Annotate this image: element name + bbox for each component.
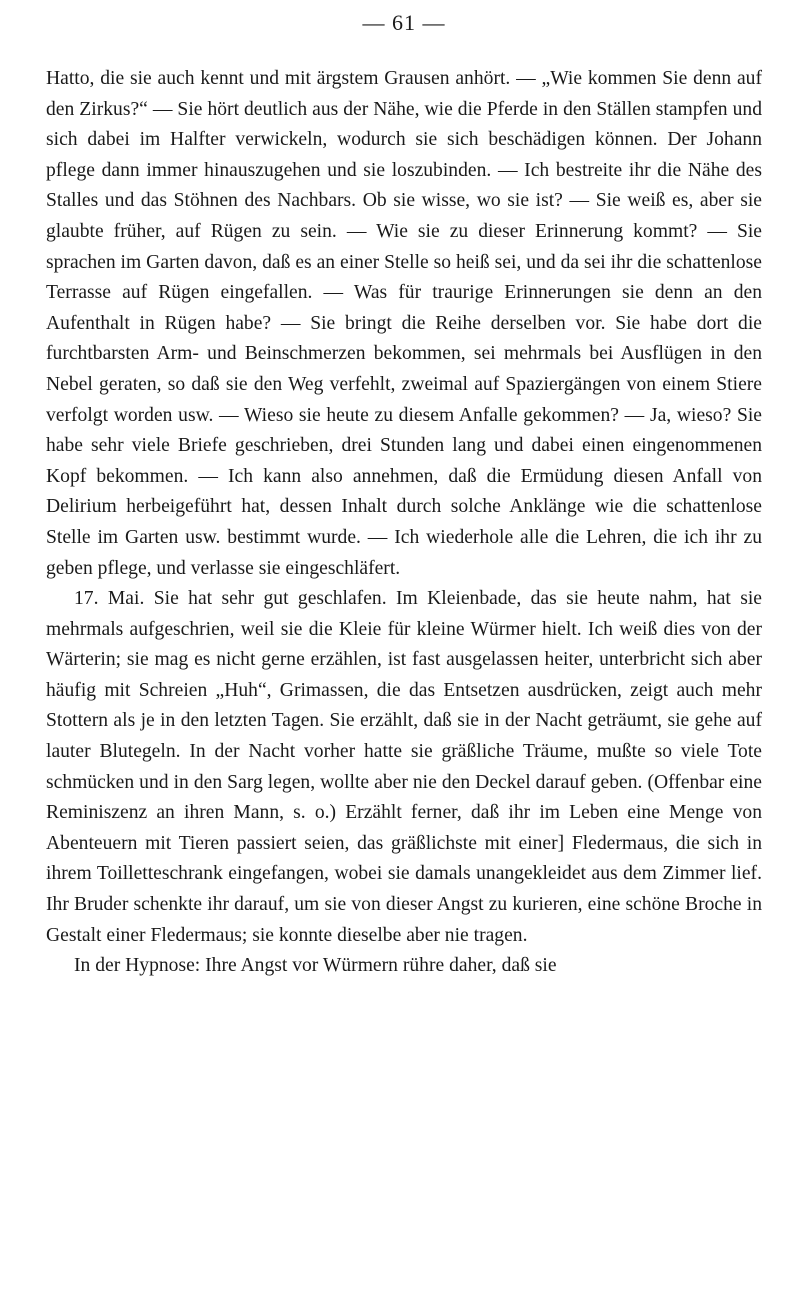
paragraph: 17. Mai. Sie hat sehr gut geschlafen. Im Kleienbade, das sie heute nahm, hat sie mehrmals aufgeschrien, weil sie die Kleie für kleine Würmer hielt. Ich weiß dies von der Wärterin; sie mag es nicht gerne erzählen, ist fast ausgelassen heiter, unterbricht sich aber häufig mit Schreien „Huh“, Grimassen, die das Entsetzen ausdrücken, zeigt auch mehr Stottern als je in den letzten Tagen. Sie erzählt, daß sie in der Nacht geträumt, sie gehe auf lauter Blutegeln. In der Nacht vorher hatte sie gräßliche Träume, mußte so viele Tote schmücken und in den Sarg legen, wollte aber nie den Deckel darauf geben. (Offenbar eine Reminiszenz an ihren Mann, s. o.) Erzählt ferner, daß ihr im Leben eine Menge von Abenteuern mit Tieren passiert seien, das gräßlichste mit einer] Fledermaus, die sich in ihrem Toilletteschrank eingefangen, wobei sie damals unangekleidet aus dem Zimmer lief. Ihr Bruder schenkte ihr darauf, um sie von dieser Angst zu kurieren, eine schöne Broche in Gestalt einer Fledermaus; sie konnte dieselbe aber nie tragen. <box>46 588 762 946</box>
paragraph: Hatto, die sie auch kennt und mit ärgstem Grausen anhört. — „Wie kommen Sie denn auf den Zirkus?“ — Sie hört deutlich aus der Nähe, wie die Pferde in den Ställen stampfen und sich dabei im Halfter verwickeln, wodurch sie sich beschädigen können. Der Johann pflege dann immer hinauszugehen und sie loszubinden. — Ich bestreite ihr die Nähe des Stalles und das Stöhnen des Nachbars. Ob sie wisse, wo sie ist? — Sie weiß es, aber sie glaubte früher, auf Rügen zu sein. — Wie sie zu dieser Erinnerung kommt? — Sie sprachen im Garten davon, daß es an einer Stelle so heiß sei, und da sei ihr die schattenlose Terrasse auf Rügen eingefallen. — Was für traurige Erinnerungen sie denn an den Aufenthalt in Rügen habe? — Sie bringt die Reihe derselben vor. Sie habe dort die furchtbarsten Arm- und Beinschmerzen bekommen, sei mehrmals bei Ausflügen in den Nebel geraten, so daß sie den Weg verfehlt, zweimal auf Spaziergängen von einem Stiere verfolgt worden usw. — Wieso sie heute zu diesem Anfalle gekommen? — Ja, wieso? Sie habe sehr viele Briefe geschrieben, drei Stunden lang und dabei einen eingenommenen Kopf bekommen. — Ich kann also annehmen, daß die Ermüdung diesen Anfall von Delirium herbeigeführt hat, dessen Inhalt durch solche Anklänge wie die schattenlose Stelle im Garten usw. bestimmt wurde. — Ich wiederhole alle die Lehren, die ich ihr zu geben pflege, und verlasse sie eingeschläfert. <box>46 68 762 579</box>
book-page <box>46 0 762 1300</box>
page-body <box>46 64 762 982</box>
page-number: — 61 — <box>362 10 446 35</box>
paragraph: In der Hypnose: Ihre Angst vor Würmern rühre daher, daß sie <box>74 955 557 977</box>
